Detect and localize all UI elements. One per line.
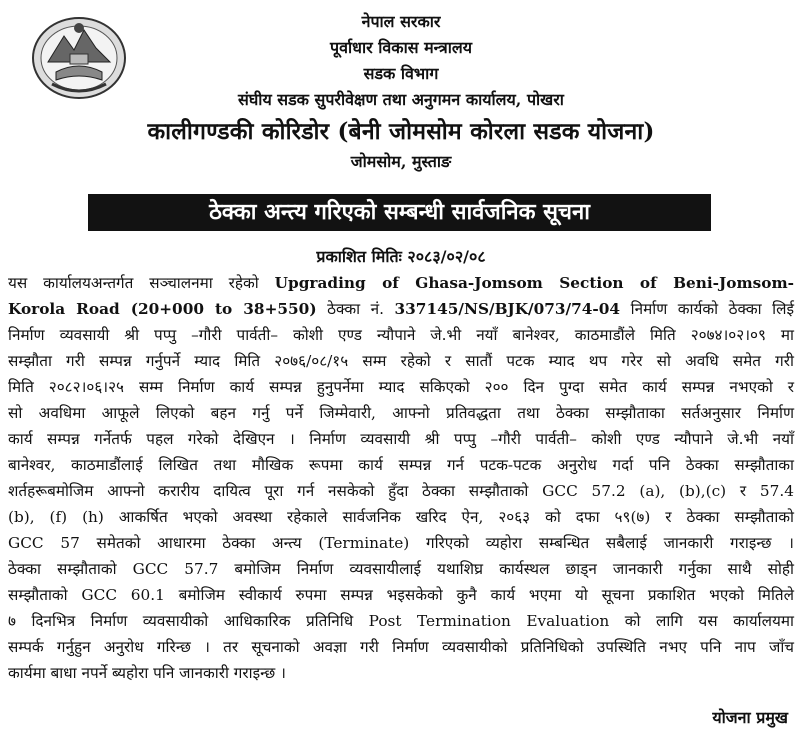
body-line: सम्झौताको GCC 60.1 बमोजिम स्वीकार्य रुपमा सम्पन्न भइसकेको कुनै कार्य भएमा यो सूचना प्रकाशित भएको मितिले — [8, 586, 794, 604]
body-line: सो अवधिमा आफूले लिएको बहन गर्नु पर्ने जिम्मेवारी, आफ्नो प्रतिवद्धता तथा ठेक्का सम्झौताका सर्तअनुसार निर्माण — [8, 404, 794, 422]
body-text-segment: यस कार्यालयअन्तर्गत सञ्चालनमा रहेको — [8, 274, 275, 292]
header-location: जोमसोम, मुस्ताङ — [350, 152, 452, 171]
signoff-project-chief: योजना प्रमुख — [712, 708, 788, 727]
body-line — [8, 270, 794, 296]
project-name-bold: Korola Road (20+000 to 38+550) — [8, 300, 317, 318]
project-name-bold: Upgrading of Ghasa-Jomsom Section of Beni-Jomsom- — [274, 274, 794, 292]
contract-number: 337145/NS/BJK/073/74-04 — [394, 300, 621, 318]
body-line: ठेक्का सम्झौताको GCC 57.7 बमोजिम निर्माण व्यवसायीलाई यथाशिघ्र कार्यस्थल छाड्न जानकारी गर्नुका साथै सोही — [8, 560, 794, 578]
body-line: कार्यमा बाधा नपर्ने ब्यहोरा पनि जानकारी गराइन्छ । — [8, 664, 286, 682]
body-line: बानेश्वर, काठमाडौंलाई लिखित तथा मौखिक रूपमा कार्य सम्पन्न गर्न पटक-पटक अनुरोध गर्दा पनि ठेक्का सम्झौताका — [8, 456, 794, 474]
body-line: ७ दिनभित्र निर्माण व्यवसायीको आधिकारिक प्रतिनिधि Post Termination Evaluation को लागि यस कार्यालयमा — [8, 612, 794, 630]
body-line: सम्झौता गरी सम्पन्न गर्नुपर्ने म्याद मिति २०७६/०८/१५ सम्म रहेको र सातौं पटक म्याद थप गरेर सो अवधि समेत गरी — [8, 352, 794, 370]
body-line: मिति २०८२।०६।२५ सम्म निर्माण कार्य सम्पन्न हुनुपर्नेमा म्याद सकिएको २०० दिन पुग्दा समेत कार्य सम्पन्न नभएको र — [8, 378, 794, 396]
published-date: प्रकाशित मितिः २०८३/०२/०८ — [316, 247, 486, 266]
header-government: नेपाल सरकार — [361, 12, 441, 31]
header-office: संघीय सडक सुपरीवेक्षण तथा अनुगमन कार्यालय, पोखरा — [238, 90, 564, 109]
body-text-segment: निर्माण कार्यको ठेक्का लिई — [620, 300, 794, 318]
body-line: (b), (f) (h) आकर्षित भएको अवस्था रहेकाले सार्वजनिक खरिद ऐन, २०६३ को दफा ५९(७) र ठेक्का सम्झौताको — [8, 508, 794, 526]
body-line: निर्माण व्यवसायी श्री पप्पु –गौरी पार्वती– कोशी एण्ड न्यौपाने जे.भी नयाँ बानेश्वर, काठमाडौंले मिति २०७४।०२।०९ मा — [8, 326, 794, 344]
header-department: सडक विभाग — [363, 64, 439, 83]
body-line: कार्य सम्पन्न गर्नेतर्फ पहल गरेको देखिएन । निर्माण व्यवसायी श्री पप्पु –गौरी पार्वती– कोशी एण्ड न्यौपाने जे.भी नयाँ — [8, 430, 794, 448]
header-ministry: पूर्वाधार विकास मन्त्रालय — [330, 38, 472, 57]
body-text-segment: ठेक्का नं. — [316, 300, 395, 318]
body-line — [8, 296, 794, 322]
header-project: कालीगण्डकी कोरिडोर (बेनी जोमसोम कोरला सडक योजना) — [147, 118, 655, 145]
body-line: GCC 57 समेतको आधारमा ठेक्का अन्त्य (Terminate) गरिएको व्यहोरा सम्बन्धित सबैलाई जानकारी गराइन्छ । — [8, 534, 794, 552]
body-line: सम्पर्क गर्नुहुन अनुरोध गरिन्छ । तर सूचनाको अवज्ञा गरी निर्माण व्यवसायीको प्रतिनिधिको उपस्थिति नभए पनि नाप जाँच — [8, 638, 794, 656]
notice-title-banner: ठेक्का अन्त्य गरिएको सम्बन्धी सार्वजनिक सूचना — [88, 194, 711, 231]
body-line: शर्तहरूबमोजिम आफ्नो करारीय दायित्व पूरा गर्न नसकेको हुँदा ठेक्का सम्झौताको GCC 57.2 (a), (b),(c) र 57.4 — [8, 482, 794, 500]
